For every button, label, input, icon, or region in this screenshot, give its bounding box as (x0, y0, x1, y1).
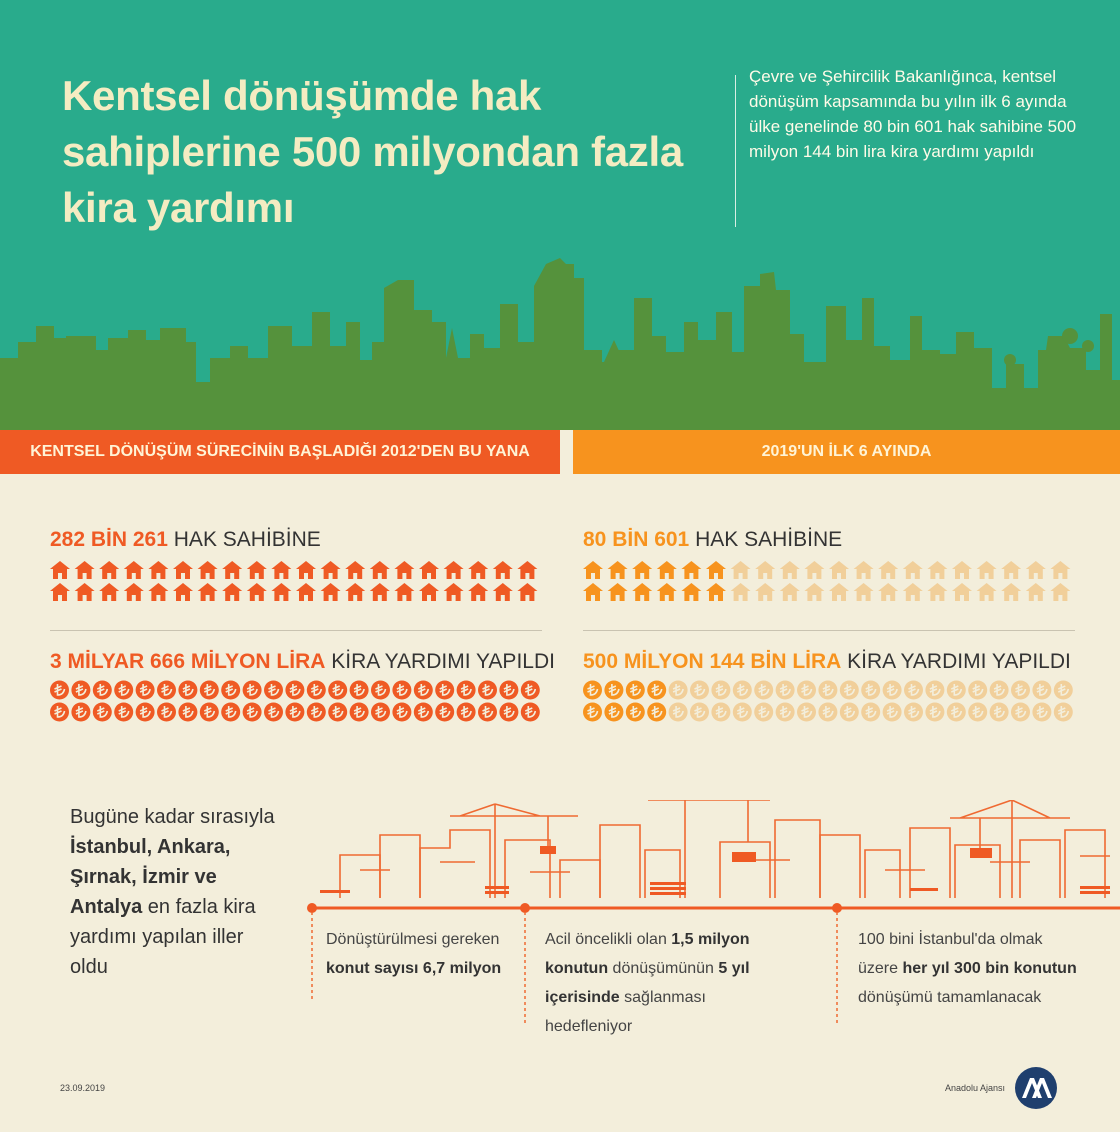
house-icon (124, 561, 144, 579)
timeline-item-2 (545, 925, 785, 1041)
lira-coin-icon (1032, 703, 1051, 722)
lira-coin-icon (968, 703, 987, 722)
house-icon (583, 583, 603, 601)
timeline-item-3-highlight: her yıl 300 bin konutun (902, 960, 1077, 977)
lira-coin-icon (776, 681, 795, 700)
house-icon (50, 561, 70, 579)
house-icon (99, 583, 119, 601)
house-icon (99, 561, 119, 579)
house-icon (829, 583, 849, 601)
house-icon (1050, 583, 1070, 601)
house-icon (370, 583, 390, 601)
lira-coin-icon (392, 681, 411, 700)
lira-coin-icon (647, 703, 666, 722)
lira-coin-icon (285, 703, 304, 722)
timeline-item-3 (858, 925, 1078, 1012)
lira-coin-icon (157, 703, 176, 722)
lira-coin-icon (711, 703, 730, 722)
lira-coin-icon (904, 703, 923, 722)
lira-coin-icon (71, 681, 90, 700)
lira-coin-icon (521, 681, 540, 700)
right-lira-icon-grid (583, 680, 1083, 722)
lira-coin-icon (818, 703, 837, 722)
lira-coin-icon (371, 703, 390, 722)
lira-coin-icon (114, 703, 133, 722)
lira-coin-icon (904, 681, 923, 700)
house-icon (247, 583, 267, 601)
right-beneficiaries-value: 80 BİN 601 (583, 528, 690, 551)
timeline-item-2-highlight-1: 1,5 milyon konutun (545, 931, 750, 977)
divider-line (735, 75, 736, 227)
house-icon (370, 561, 390, 579)
lira-coin-icon (157, 681, 176, 700)
lira-coin-icon (754, 703, 773, 722)
house-icon (124, 583, 144, 601)
intro-text: Çevre ve Şehircilik Bakanlığınca, kentsel dönüşüm kapsamında bu yılın ilk 6 ayında ülke genelinde 80 bin 601 hak sahibine 500 milyon 144 bin lira kira yardımı yapıldı (749, 67, 1077, 161)
house-icon (804, 583, 824, 601)
left-lira-icon-grid (50, 680, 550, 722)
lira-coin-icon (883, 681, 902, 700)
lira-coin-icon (243, 703, 262, 722)
lira-coin-icon (990, 703, 1009, 722)
house-icon (271, 561, 291, 579)
house-icon (878, 561, 898, 579)
lira-coin-icon (647, 681, 666, 700)
house-icon (173, 561, 193, 579)
house-icon (632, 583, 652, 601)
house-icon (198, 561, 218, 579)
house-icon (419, 561, 439, 579)
lira-coin-icon (690, 703, 709, 722)
timeline-item-2-text-3: sağlanması hedefleniyor (545, 989, 706, 1035)
lira-coin-icon (136, 703, 155, 722)
house-icon (222, 561, 242, 579)
house-icon (755, 583, 775, 601)
house-icon (706, 583, 726, 601)
lira-coin-icon (1054, 703, 1073, 722)
lira-coin-icon (669, 703, 688, 722)
house-icon (731, 583, 751, 601)
house-icon (148, 561, 168, 579)
house-icon (657, 583, 677, 601)
house-icon (681, 583, 701, 601)
lira-coin-icon (990, 681, 1009, 700)
lira-coin-icon (583, 703, 602, 722)
lira-coin-icon (50, 703, 69, 722)
house-icon (977, 583, 997, 601)
house-icon (780, 561, 800, 579)
right-separator (583, 630, 1075, 631)
lira-coin-icon (392, 703, 411, 722)
lira-coin-icon (947, 681, 966, 700)
lira-coin-icon (583, 681, 602, 700)
lira-coin-icon (71, 703, 90, 722)
timeline-item-1 (326, 925, 506, 983)
lira-coin-icon (499, 703, 518, 722)
lira-coin-icon (435, 703, 454, 722)
house-icon (854, 561, 874, 579)
house-icon (804, 561, 824, 579)
lira-coin-icon (1032, 681, 1051, 700)
lira-coin-icon (968, 681, 987, 700)
house-icon (198, 583, 218, 601)
house-icon (952, 561, 972, 579)
house-icon (493, 583, 513, 601)
house-icon (321, 583, 341, 601)
house-icon (706, 561, 726, 579)
lira-coin-icon (669, 681, 688, 700)
house-icon (1050, 561, 1070, 579)
lira-coin-icon (861, 703, 880, 722)
house-icon (829, 561, 849, 579)
house-icon (222, 583, 242, 601)
aa-logo-icon (1014, 1066, 1058, 1110)
lira-coin-icon (521, 703, 540, 722)
right-house-icon-grid (583, 560, 1083, 604)
lira-coin-icon (818, 681, 837, 700)
lira-coin-icon (733, 703, 752, 722)
house-icon (731, 561, 751, 579)
lira-coin-icon (604, 703, 623, 722)
right-aid-label: KİRA YARDIMI YAPILDI (847, 650, 1071, 673)
house-icon (296, 561, 316, 579)
left-beneficiaries-stat (50, 528, 321, 552)
left-aid-stat (50, 650, 555, 674)
lira-coin-icon (711, 681, 730, 700)
house-icon (755, 561, 775, 579)
house-icon (517, 561, 537, 579)
lira-coin-icon (328, 681, 347, 700)
timeline-item-1-text: Dönüştürülmesi gereken (326, 931, 500, 948)
lira-coin-icon (478, 681, 497, 700)
lira-coin-icon (414, 681, 433, 700)
lira-coin-icon (350, 681, 369, 700)
lira-coin-icon (1054, 681, 1073, 700)
lira-coin-icon (307, 703, 326, 722)
lira-coin-icon (840, 681, 859, 700)
house-icon (444, 583, 464, 601)
house-icon (468, 561, 488, 579)
right-aid-stat (583, 650, 1071, 674)
lira-coin-icon (93, 681, 112, 700)
lira-coin-icon (285, 681, 304, 700)
lira-coin-icon (840, 703, 859, 722)
city-skyline-illustration (0, 250, 1120, 430)
lira-coin-icon (604, 681, 623, 700)
house-icon (608, 583, 628, 601)
lira-coin-icon (947, 703, 966, 722)
publish-date: 23.09.2019 (60, 1083, 106, 1093)
lira-coin-icon (1011, 681, 1030, 700)
house-icon (952, 583, 972, 601)
house-icon (247, 561, 267, 579)
lira-coin-icon (776, 703, 795, 722)
house-icon (1001, 583, 1021, 601)
house-icon (903, 561, 923, 579)
lira-coin-icon (136, 681, 155, 700)
house-icon (608, 561, 628, 579)
house-icon (927, 561, 947, 579)
lira-coin-icon (626, 681, 645, 700)
lira-coin-icon (264, 681, 283, 700)
lira-coin-icon (371, 681, 390, 700)
header-panel (0, 0, 1120, 430)
lira-coin-icon (733, 681, 752, 700)
house-icon (854, 583, 874, 601)
lira-coin-icon (457, 681, 476, 700)
timeline-item-2-highlight-2: 5 yıl içerisinde (545, 960, 750, 1006)
lira-coin-icon (797, 703, 816, 722)
lira-coin-icon (50, 681, 69, 700)
house-icon (927, 583, 947, 601)
house-icon (75, 583, 95, 601)
lira-coin-icon (435, 681, 454, 700)
cities-text-1: Bugüne kadar sırasıyla (70, 806, 275, 828)
lira-coin-icon (221, 703, 240, 722)
timeline-item-1-highlight: konut sayısı 6,7 milyon (326, 960, 502, 977)
lira-coin-icon (797, 681, 816, 700)
lira-coin-icon (690, 681, 709, 700)
house-icon (517, 583, 537, 601)
lira-coin-icon (626, 703, 645, 722)
lira-coin-icon (925, 703, 944, 722)
left-aid-value: 3 MİLYAR 666 MİLYON LİRA (50, 650, 326, 673)
lira-coin-icon (754, 681, 773, 700)
lira-coin-icon (457, 703, 476, 722)
house-icon (296, 583, 316, 601)
right-beneficiaries-stat (583, 528, 842, 552)
house-icon (468, 583, 488, 601)
house-icon (780, 583, 800, 601)
lira-coin-icon (178, 703, 197, 722)
lira-coin-icon (200, 681, 219, 700)
left-house-icon-grid (50, 560, 550, 604)
house-icon (493, 561, 513, 579)
section-band-since-2012: KENTSEL DÖNÜŞÜM SÜRECİNİN BAŞLADIĞI 2012'DEN BU YANA (0, 430, 560, 474)
page-title: Kentsel dönüşümde hak sahiplerine 500 milyondan fazla kira yardımı (62, 72, 683, 231)
house-icon (657, 561, 677, 579)
cities-list: İstanbul, Ankara, Şırnak, İzmir ve Antalya (70, 836, 231, 918)
house-icon (903, 583, 923, 601)
source-credit: Anadolu Ajansı (945, 1083, 1006, 1093)
house-icon (321, 561, 341, 579)
house-icon (394, 561, 414, 579)
house-icon (50, 583, 70, 601)
lira-coin-icon (350, 703, 369, 722)
house-icon (977, 561, 997, 579)
lira-coin-icon (478, 703, 497, 722)
lira-coin-icon (883, 703, 902, 722)
house-icon (75, 561, 95, 579)
house-icon (148, 583, 168, 601)
lira-coin-icon (93, 703, 112, 722)
left-aid-label: KİRA YARDIMI YAPILDI (331, 650, 555, 673)
timeline-item-3-text-1: 100 bini İstanbul'da olmak üzere (858, 931, 1043, 977)
lira-coin-icon (200, 703, 219, 722)
house-icon (1001, 561, 1021, 579)
house-icon (1026, 561, 1046, 579)
house-icon (419, 583, 439, 601)
left-separator (50, 630, 542, 631)
timeline-item-2-text-1: Acil öncelikli olan (545, 931, 672, 948)
lira-coin-icon (861, 681, 880, 700)
section-band-2019-h1: 2019'UN İLK 6 AYINDA (573, 430, 1120, 474)
lira-coin-icon (1011, 703, 1030, 722)
house-icon (444, 561, 464, 579)
left-beneficiaries-value: 282 BİN 261 (50, 528, 168, 551)
house-icon (681, 561, 701, 579)
house-icon (1026, 583, 1046, 601)
top-cities-text (70, 802, 280, 982)
lira-coin-icon (114, 681, 133, 700)
cities-text-2: en fazla kira yardımı yapılan iller oldu (70, 896, 256, 978)
house-icon (394, 583, 414, 601)
house-icon (173, 583, 193, 601)
lira-coin-icon (243, 681, 262, 700)
right-beneficiaries-label: HAK SAHİBİNE (695, 528, 843, 551)
house-icon (583, 561, 603, 579)
lira-coin-icon (925, 681, 944, 700)
house-icon (345, 583, 365, 601)
lira-coin-icon (499, 681, 518, 700)
lira-coin-icon (307, 681, 326, 700)
left-beneficiaries-label: HAK SAHİBİNE (173, 528, 321, 551)
house-icon (271, 583, 291, 601)
house-icon (878, 583, 898, 601)
timeline-item-3-text-2: dönüşümü tamamlanacak (858, 989, 1042, 1006)
house-icon (345, 561, 365, 579)
lira-coin-icon (221, 681, 240, 700)
right-aid-value: 500 MİLYON 144 BİN LİRA (583, 650, 842, 673)
lira-coin-icon (328, 703, 347, 722)
lira-coin-icon (264, 703, 283, 722)
house-icon (632, 561, 652, 579)
timeline-item-2-text-2: dönüşümünün (608, 960, 719, 977)
lira-coin-icon (178, 681, 197, 700)
lira-coin-icon (414, 703, 433, 722)
